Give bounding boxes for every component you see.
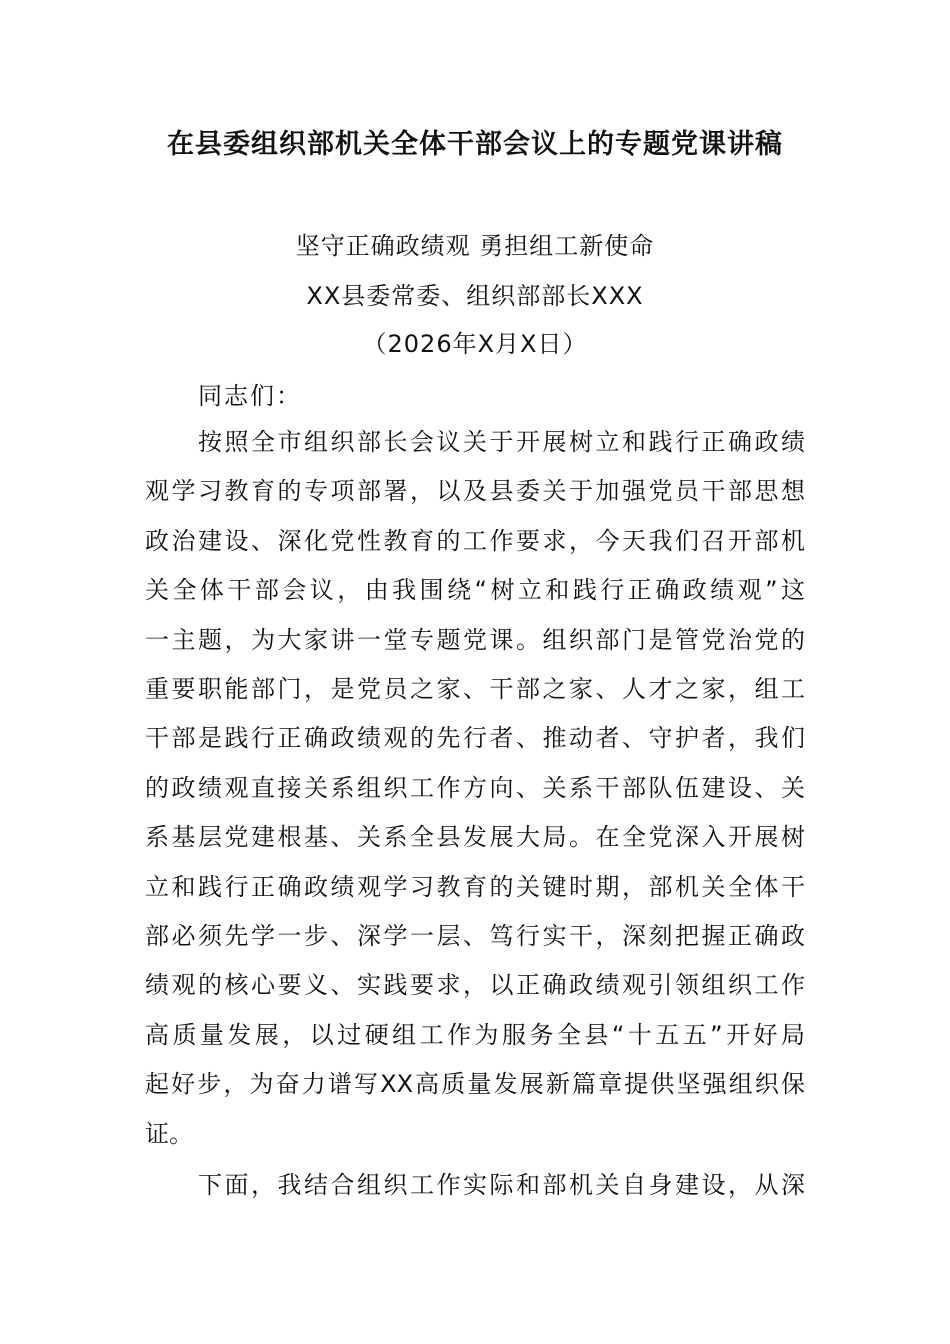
subtitle: 坚守正确政绩观 勇担组工新使命: [295, 232, 655, 260]
date-line: （2026年X月X日）: [362, 330, 588, 358]
paragraph-line: 起好步，为奋力谱写XX高质量发展新篇章提供坚强组织保: [145, 1070, 805, 1099]
paragraph-line: 观学习教育的专项部署，以及县委关于加强党员干部思想: [145, 477, 805, 506]
paragraph-line: 立和践行正确政绩观学习教育的关键时期，部机关全体干: [145, 872, 805, 901]
paragraph-line: 政治建设、深化党性教育的工作要求，今天我们召开部机: [145, 526, 805, 555]
paragraph-line: 系基层党建根基、关系全县发展大局。在全党深入开展树: [145, 823, 805, 852]
document-title: 在县委组织部机关全体干部会议上的专题党课讲稿: [167, 129, 783, 160]
paragraph-line: 关全体干部会议，由我围绕“树立和践行正确政绩观”这: [145, 576, 805, 605]
paragraph-line: 绩观的核心要义、实践要求，以正确政绩观引领组织工作: [145, 971, 805, 1000]
paragraph-line: 证。: [145, 1119, 193, 1148]
paragraph-line: 高质量发展，以过硬组工作为服务全县“十五五”开好局: [145, 1020, 805, 1049]
paragraph-line: 部必须先学一步、深学一层、笃行实干，深刻把握正确政: [145, 922, 805, 950]
paragraph-line: 干部是践行正确政绩观的先行者、推动者、守护者，我们: [145, 724, 805, 753]
paragraph-line: 按照全市组织部长会议关于开展树立和践行正确政绩: [198, 428, 805, 456]
paragraph-line: 的政绩观直接关系组织工作方向、关系干部队伍建设、关: [145, 773, 805, 802]
salutation: 同志们：: [198, 382, 302, 410]
paragraph-line: 重要职能部门，是党员之家、干部之家、人才之家，组工: [145, 675, 805, 703]
paragraph-line: 一主题，为大家讲一堂专题党课。组织部门是管党治党的: [145, 625, 805, 654]
paragraph-line: 下面，我结合组织工作实际和部机关自身建设，从深: [198, 1171, 805, 1199]
author-line: XX县委常委、组织部部长XXX: [306, 282, 644, 310]
